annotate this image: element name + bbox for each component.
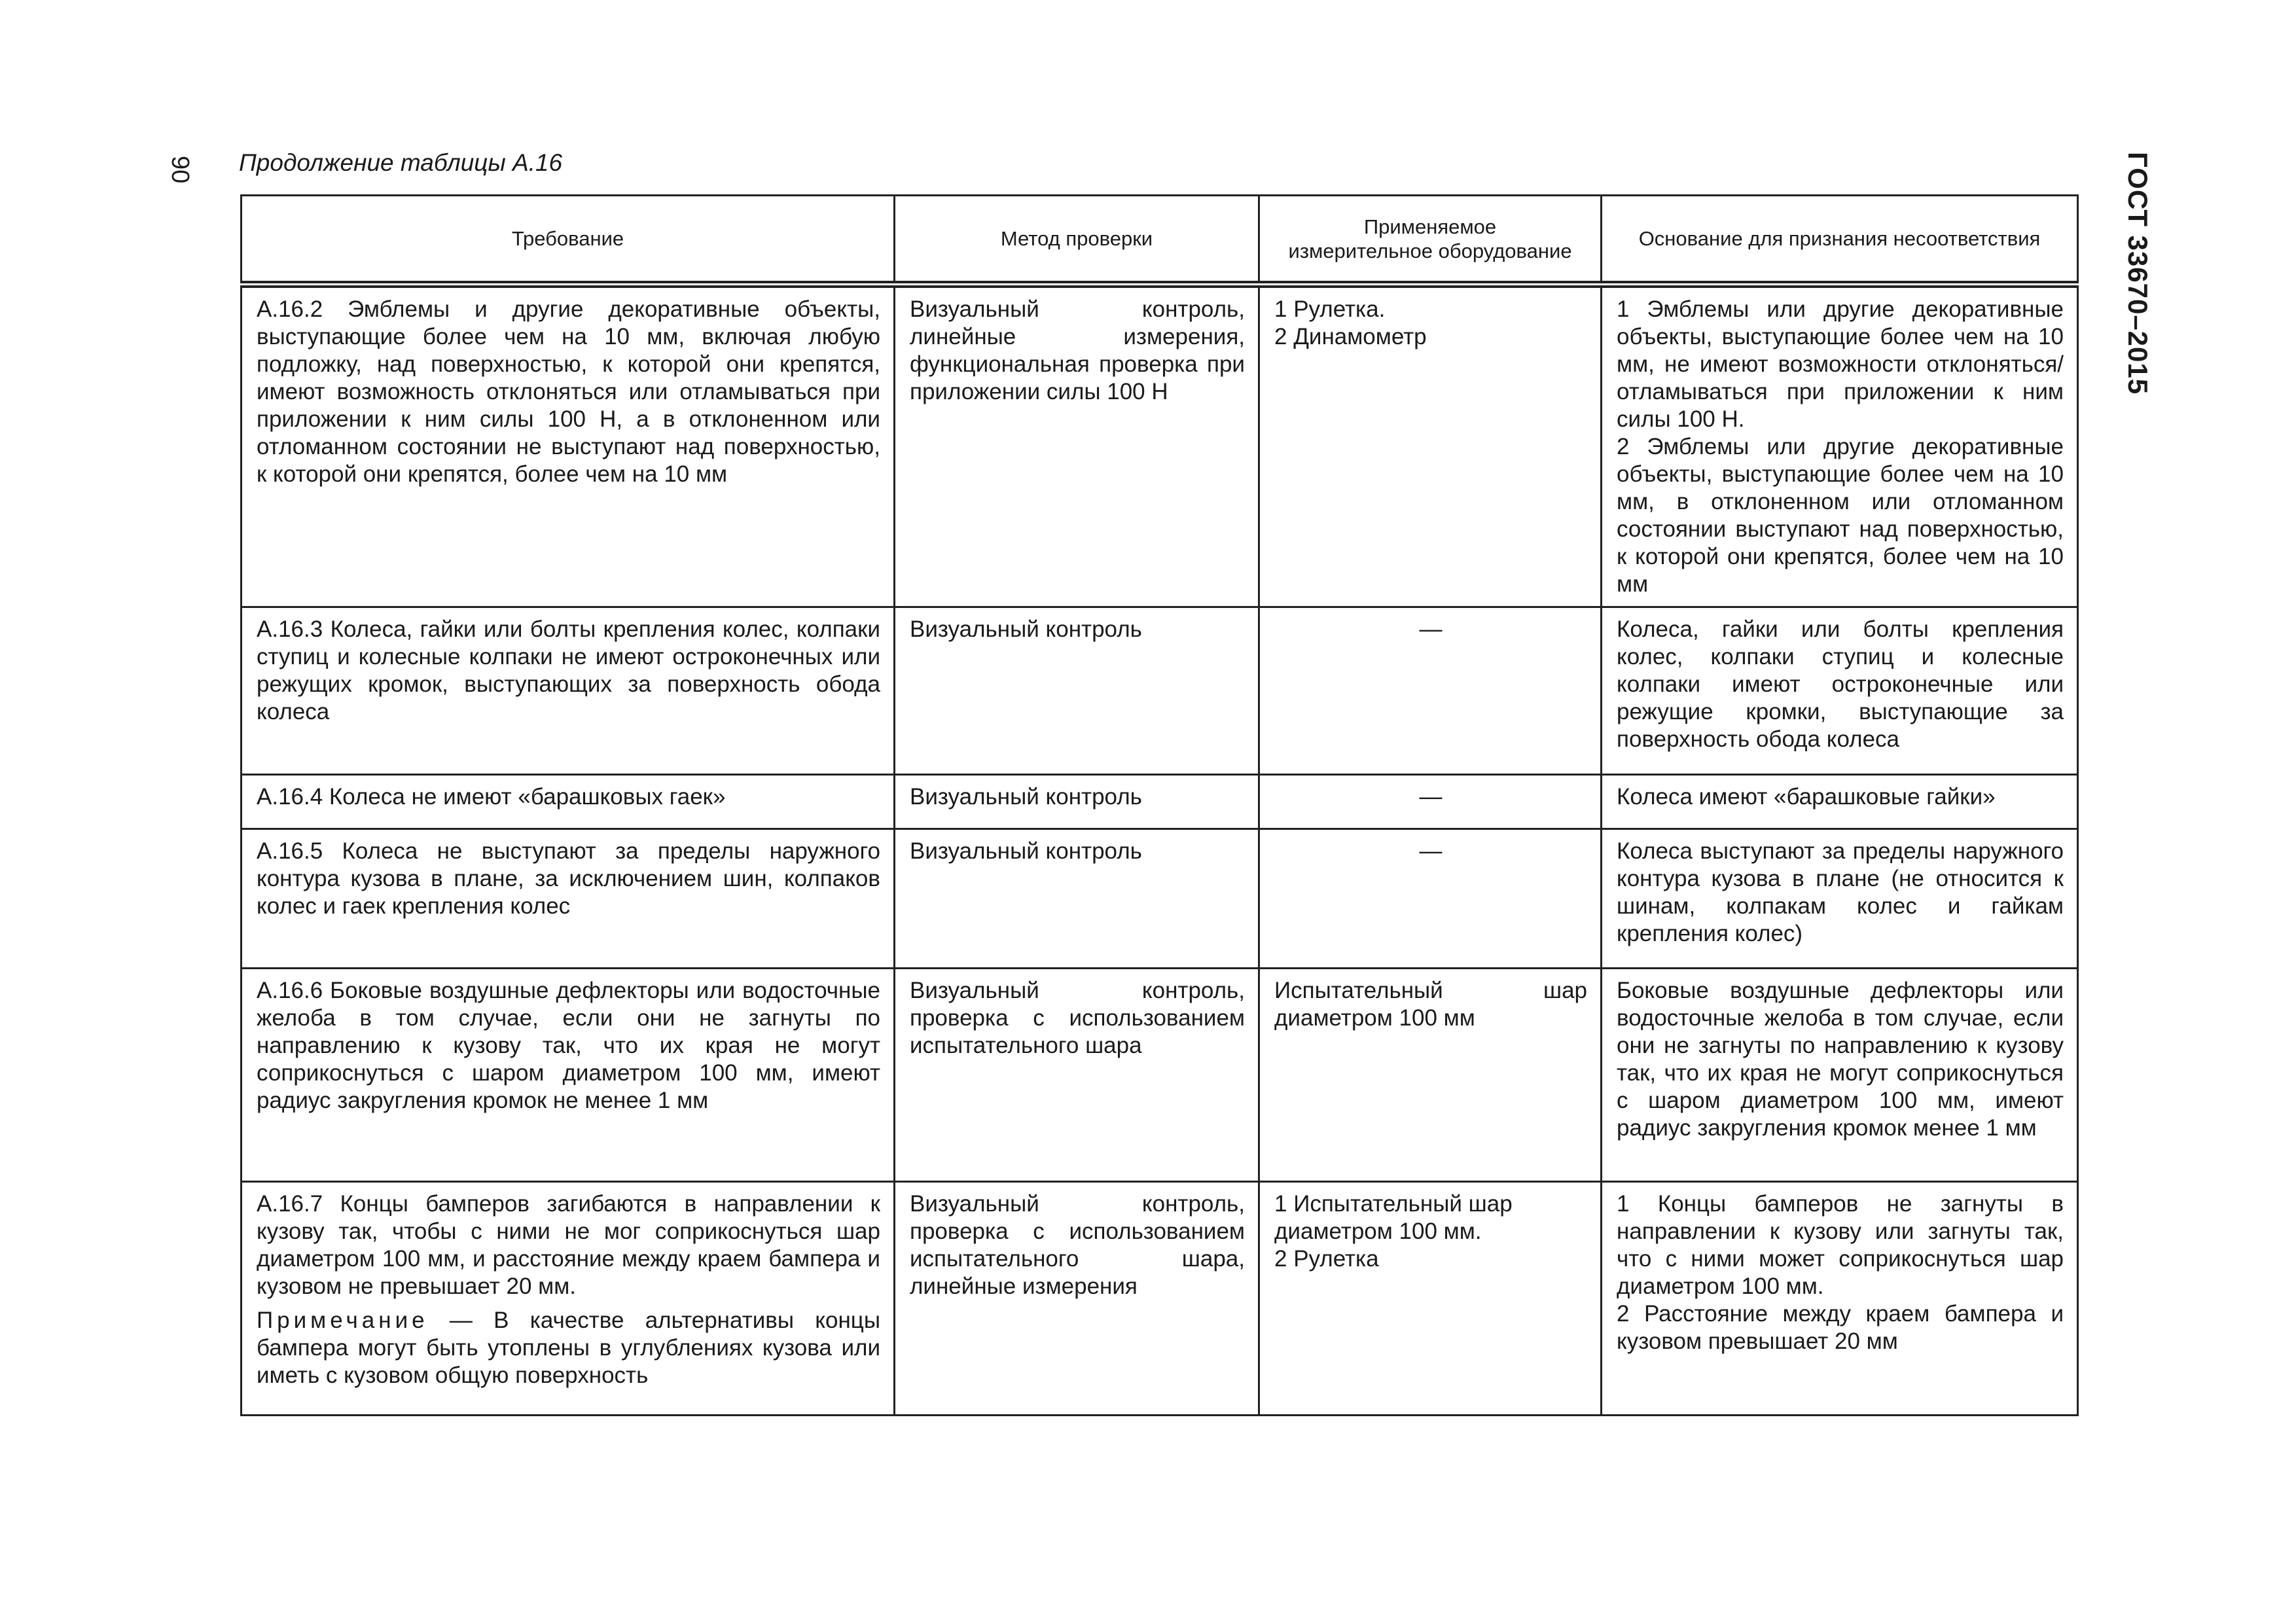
- header-equipment: Применяемое измерительное оборудование: [1259, 196, 1602, 285]
- document-code: ГОСТ 33670–2015: [2123, 152, 2153, 395]
- cell-requirement: [242, 1182, 895, 1416]
- table-header-row: [242, 196, 2078, 285]
- cell-equipment: —: [1259, 607, 1602, 775]
- note-text: — В качестве альтернативы концы бампера могут быть утоплены в углублениях кузова или иметь с кузовом общую поверхность: [257, 1308, 880, 1388]
- table-row: [242, 1182, 2078, 1416]
- table-row: [242, 775, 2078, 829]
- cell-equipment: —: [1259, 829, 1602, 969]
- cell-basis: Колеса выступают за пределы наружного контура кузова в плане (не относится к шинам, колпакам колес и гайкам крепления колес): [1602, 829, 2078, 969]
- header-method: Метод проверки: [895, 196, 1259, 285]
- cell-method: Визуальный контроль: [895, 829, 1259, 969]
- table-continuation-caption: Продолжение таблицы А.16: [239, 149, 563, 176]
- cell-method: Визуальный контроль: [895, 607, 1259, 775]
- note-label: Примечание: [257, 1308, 429, 1333]
- table-row: [242, 969, 2078, 1182]
- cell-basis: Колеса, гайки или болты крепления колес, колпаки ступиц и колесные колпаки имеют остроконечные или режущие кромки, выступающие за поверхность обода колеса: [1602, 607, 2078, 775]
- cell-equipment: 1 Рулетка. 2 Динамометр: [1259, 285, 1602, 607]
- cell-requirement: А.16.5 Колеса не выступают за пределы наружного контура кузова в плане, за исключением шин, колпаков колес и гаек крепления колес: [242, 829, 895, 969]
- cell-basis: Колеса имеют «барашковые гайки»: [1602, 775, 2078, 829]
- cell-method: Визуальный контроль, проверка с использованием испытательного шара: [895, 969, 1259, 1182]
- cell-equipment: Испытательный шар диаметром 100 мм: [1259, 969, 1602, 1182]
- header-basis: Основание для признания несоответствия: [1602, 196, 2078, 285]
- cell-requirement: А.16.6 Боковые воздушные дефлекторы или водосточные желоба в том случае, если они не загнуты по направлению к кузову так, что их края не могут соприкоснуться с шаром диаметром 100 мм, имеют радиус закругления кромок не менее 1 мм: [242, 969, 895, 1182]
- table-row: [242, 829, 2078, 969]
- cell-method: Визуальный контроль: [895, 775, 1259, 829]
- table-row: [242, 607, 2078, 775]
- cell-method: Визуальный контроль, линейные измерения, функциональная проверка при приложении силы 100 Н: [895, 285, 1259, 607]
- requirements-table: [240, 194, 2079, 1416]
- cell-requirement: А.16.2 Эмблемы и другие декоративные объекты, выступающие более чем на 10 мм, включая любую подложку, над поверхностью, к которой они крепятся, имеют возможность отклоняться или отламываться при приложении к ним силы 100 Н, а в отклоненном или отломанном состоянии не выступают над поверхностью, к которой они крепятся, более чем на 10 мм: [242, 285, 895, 607]
- cell-requirement: А.16.3 Колеса, гайки или болты крепления колес, колпаки ступиц и колесные колпаки не имеют остроконечных или режущих кромок, выступающих за поверхность обода колеса: [242, 607, 895, 775]
- requirement-text: А.16.7 Концы бамперов загибаются в направлении к кузову так, чтобы с ними не мог соприкоснуться шар диаметром 100 мм, и расстояние между краем бампера и кузовом не превышает 20 мм.: [257, 1191, 880, 1299]
- cell-basis: 1 Концы бамперов не загнуты в направлении к кузову или загнуты так, что с ними может соприкоснуться шар диаметром 100 мм. 2 Расстояние между краем бампера и кузовом превышает 20 мм: [1602, 1182, 2078, 1416]
- cell-method: Визуальный контроль, проверка с использованием испытательного шара, линейные измерения: [895, 1182, 1259, 1416]
- table-row: [242, 285, 2078, 607]
- cell-equipment: —: [1259, 775, 1602, 829]
- header-requirement: Требование: [242, 196, 895, 285]
- cell-basis: Боковые воздушные дефлекторы или водосточные желоба в том случае, если они не загнуты по направлению к кузову так, что их края не могут соприкоснуться с шаром диаметром 100 мм, имеют радиус закругления кромок менее 1 мм: [1602, 969, 2078, 1182]
- cell-basis: 1 Эмблемы или другие декоративные объекты, выступающие более чем на 10 мм, не имеют возможности отклоняться/отламываться при приложении к ним силы 100 Н. 2 Эмблемы или другие декоративные объекты, выступающие более чем на 10 мм, в отклоненном или отломанном состоянии выступают над поверхностью, к которой они крепятся, более чем на 10 мм: [1602, 285, 2078, 607]
- requirement-note: [257, 1307, 880, 1389]
- cell-requirement: А.16.4 Колеса не имеют «барашковых гаек»: [242, 775, 895, 829]
- page-number: 90: [166, 156, 194, 184]
- cell-equipment: 1 Испытательный шар диаметром 100 мм. 2 Рулетка: [1259, 1182, 1602, 1416]
